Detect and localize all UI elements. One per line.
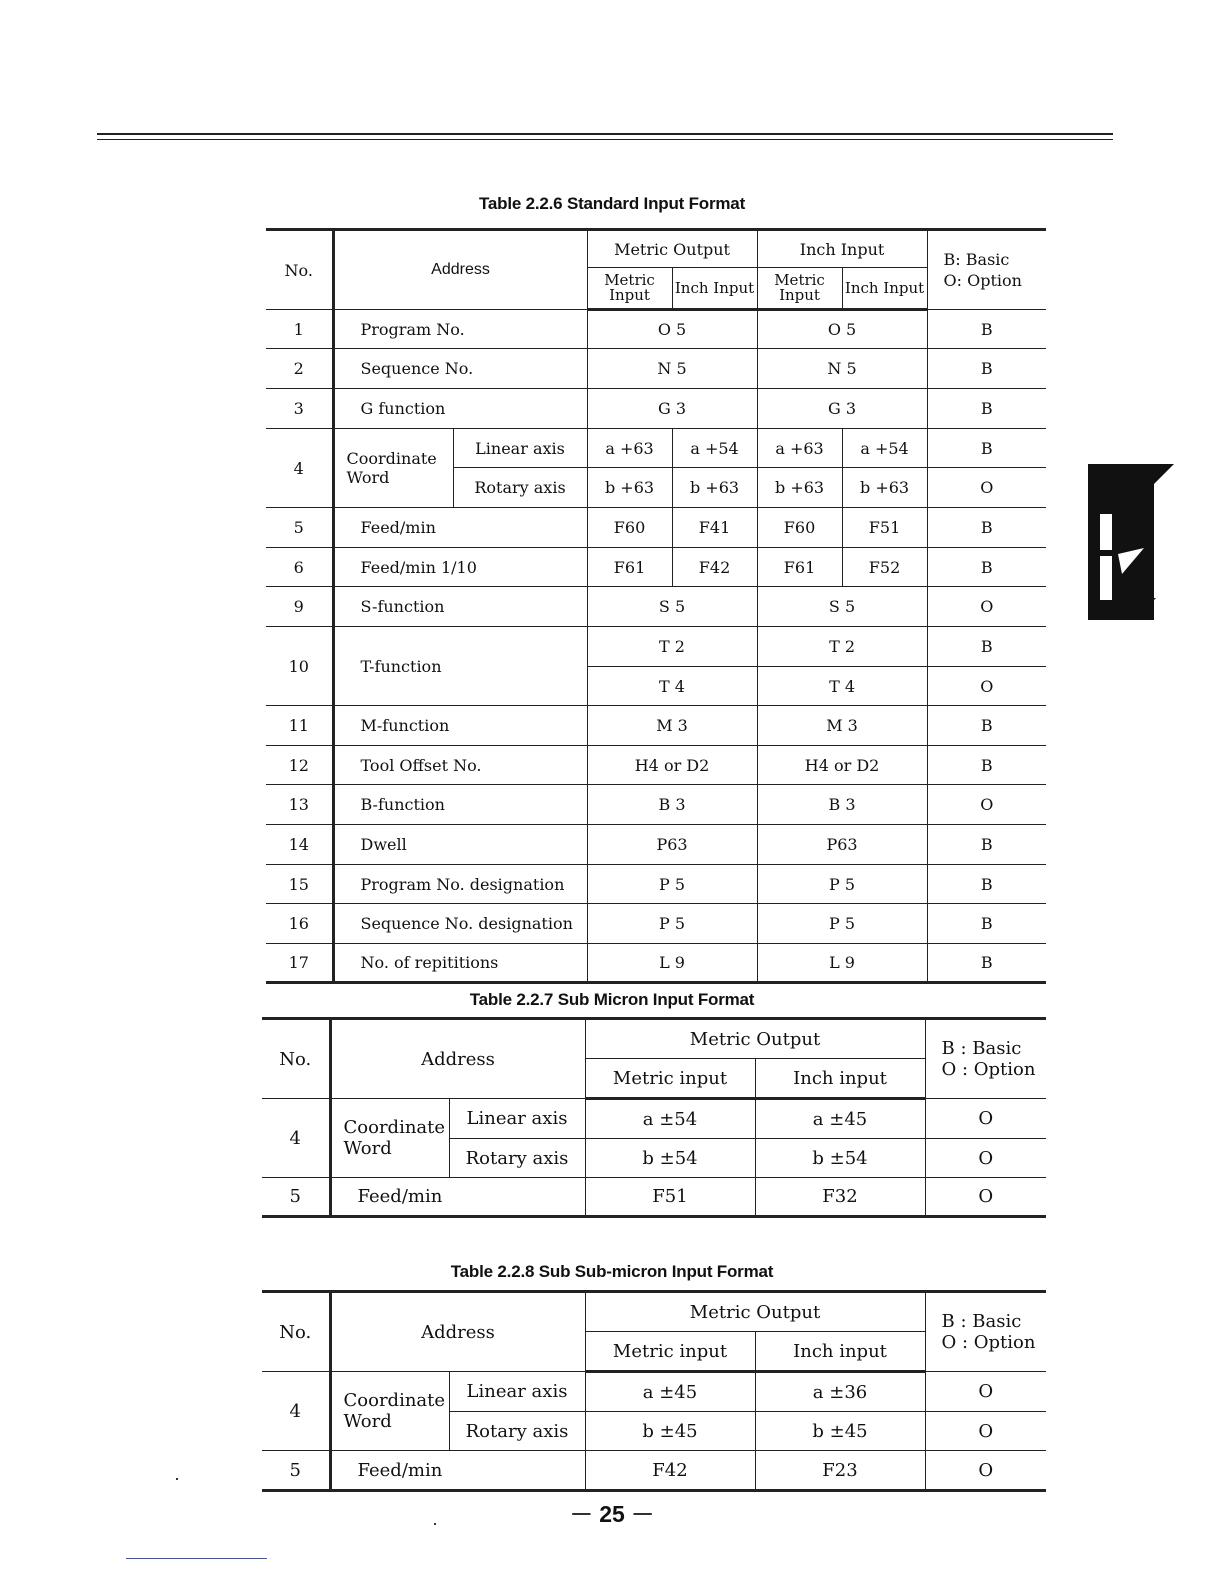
legend-basic: B : Basic [941,1038,1022,1059]
table-row: 13 B-function B 3 B 3 O [266,785,1046,825]
table-row: 14 Dwell P63 P63 B [266,825,1046,865]
chapter-tab-icon [1088,464,1178,624]
header-metric-output: Metric Output [585,1292,925,1332]
header-no: No. [266,230,333,310]
legend-basic: B: Basic [943,250,1010,269]
table-row: Rotary axis b +63 b +63 b +63 b +63 O [266,468,1046,508]
header-metric-input-2: Metric Input [757,268,842,310]
header-no: No. [262,1292,330,1372]
table2-caption: Table 2.2.7 Sub Micron Input Format [469,990,755,1009]
table-row: T 4 T 4 O [266,667,1046,706]
header-legend [925,1292,1046,1372]
page-number: － 25 － [569,1501,655,1527]
legend-option: O: Option [943,271,1022,290]
header-inch-input: Inch input [755,1059,925,1099]
standard-input-format-table [266,228,1046,984]
header-inch-input-group: Inch Input [757,230,927,268]
table1-caption: Table 2.2.6 Standard Input Format [478,194,746,213]
header-legend [927,230,1046,310]
table-row: 5 Feed/min F42 F23 O [262,1451,1046,1491]
header-address: Address [333,230,587,310]
sub-micron-input-format-table [262,1017,1046,1218]
table-row: 9 S-function S 5 S 5 O [266,587,1046,627]
legend-option: O : Option [941,1332,1036,1353]
table-row: 3 G function G 3 G 3 B [266,389,1046,429]
scan-speck [176,1478,178,1480]
table-row: Rotary axis b ±45 b ±45 O [262,1412,1046,1451]
header-metric-output: Metric Output [585,1019,925,1059]
table-row: 2 Sequence No. N 5 N 5 B [266,349,1046,389]
table-row: 16 Sequence No. designation P 5 P 5 B [266,904,1046,944]
header-metric-output: Metric Output [587,230,757,268]
top-rule [97,133,1113,135]
legend-option: O : Option [941,1059,1036,1080]
header-metric-input: Metric input [585,1332,755,1372]
table-row: Rotary axis b ±54 b ±54 O [262,1139,1046,1178]
top-rule-2 [97,139,1113,140]
legend-basic: B : Basic [941,1311,1022,1332]
table-row: 5 Feed/min F51 F32 O [262,1178,1046,1217]
table-row: 5 Feed/min F60 F41 F60 F51 B [266,508,1046,548]
header-inch-input-2: Inch Input [842,268,927,310]
table-row: 17 No. of repititions L 9 L 9 B [266,944,1046,983]
sub-sub-micron-input-format-table [262,1290,1046,1492]
header-metric-input: Metric input [585,1059,755,1099]
table-row: 11 M-function M 3 M 3 B [266,706,1046,746]
header-inch-input: Inch input [755,1332,925,1372]
table-row: 10 T-function T 2 T 2 B [266,627,1046,667]
header-address: Address [330,1019,585,1099]
header-no: No. [262,1019,330,1099]
table-row: 15 Program No. designation P 5 P 5 B [266,865,1046,904]
table-row: 4 Coordinate Word Linear axis a ±45 a ±36 O [262,1372,1046,1412]
table3-caption: Table 2.2.8 Sub Sub-micron Input Format [450,1262,774,1281]
header-legend [925,1019,1046,1099]
table-row: 12 Tool Offset No. H4 or D2 H4 or D2 B [266,746,1046,785]
header-metric-input: Metric Input [587,268,672,310]
header-address: Address [330,1292,585,1372]
scan-speck [434,1523,436,1525]
table-row: 4 Coordinate Word Linear axis a +63 a +54 a +63 a +54 B [266,429,1046,468]
table-row: 1 Program No. O 5 O 5 B [266,310,1046,349]
table-row: 6 Feed/min 1/10 F61 F42 F61 F52 B [266,548,1046,587]
table-row: 4 Coordinate Word Linear axis a ±54 a ±45 O [262,1099,1046,1139]
header-inch-input: Inch Input [672,268,757,310]
footer-line [126,1558,267,1559]
